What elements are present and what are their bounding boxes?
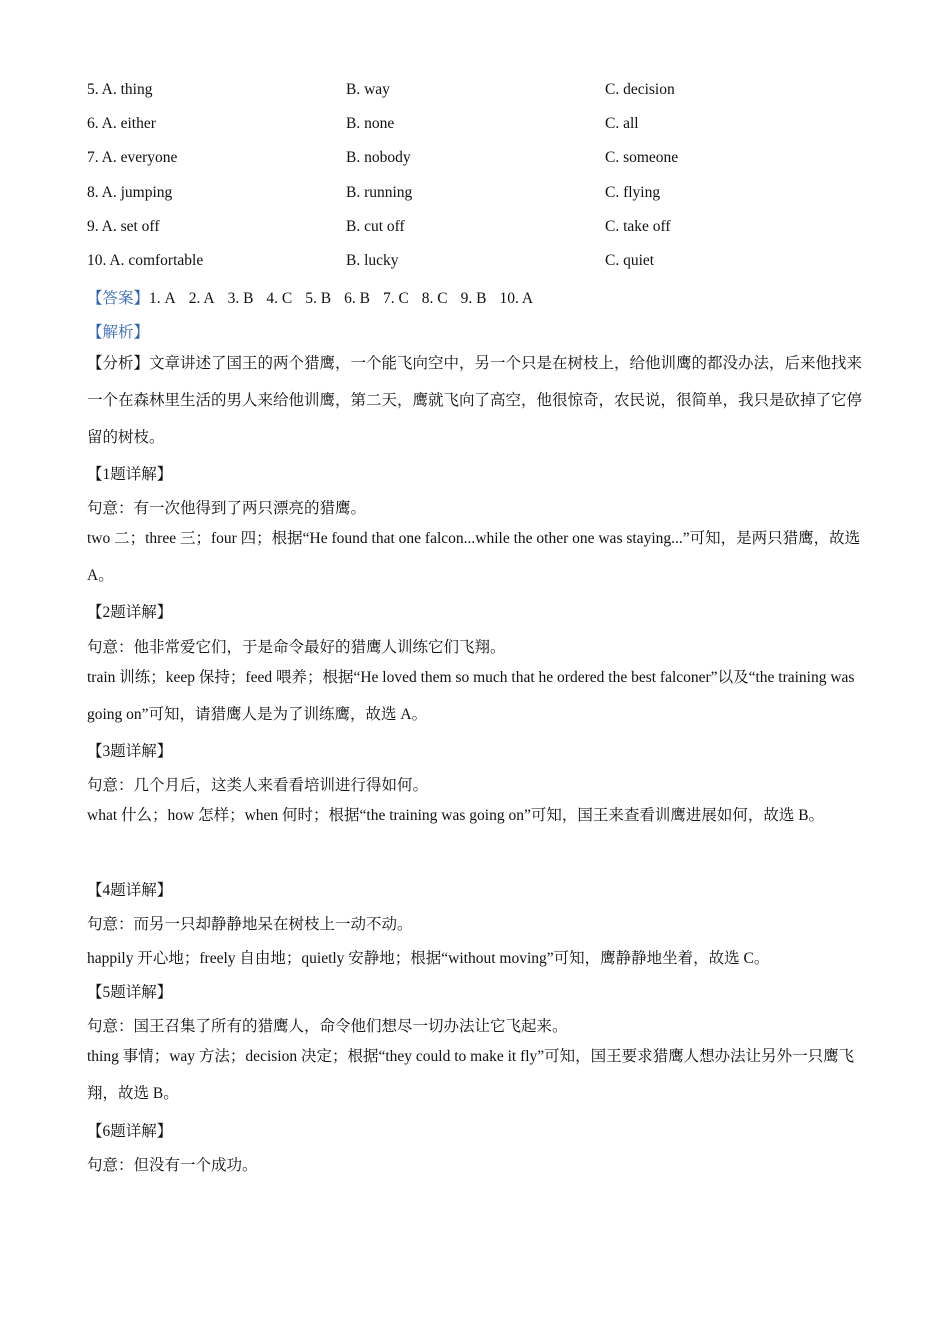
detail-meaning-2: 句意：他非常爱它们，于是命令最好的猎鹰人训练它们飞翔。 [87,639,506,656]
option-b: B. nobody [346,149,411,166]
option-a: 7. A. everyone [87,149,178,166]
detail-explain-2: train 训练；keep 保持；feed 喂养；根据“He loved them so much that he ordered the best falconer”以及“the training was going on”可知，请猎鹰人是为了训练鹰，故选 A。 [87,669,855,723]
option-c: C. take off [605,218,671,235]
detail-explain-1: two 二；three 三；four 四；根据“He found that one falcon...while the other one was staying...”可知，是两只猎鹰，故选 A。 [87,530,861,584]
option-b: B. running [346,184,413,201]
analysis-summary: 【分析】文章讲述了国王的两个猎鹰，一个能飞向空中，另一个只是在树枝上，给他训鹰的都没办法，后来他找来一个在森林里生活的男人来给他训鹰，第二天，鹰就飞向了高空，他很惊奇，农民说，很简单，我只是砍掉了它停留的树枝。 [87,355,863,446]
detail-title-2: 【2题详解】 [87,604,173,621]
answer-item: 4. C [266,290,293,307]
option-row-5 [87,81,887,103]
answer-item: 6. B [344,290,370,307]
option-a: 9. A. set off [87,218,160,235]
analysis-label: 【解析】 [87,324,150,341]
option-row-9 [87,218,887,240]
option-row-10 [87,252,887,274]
answer-item: 1. A [149,290,176,307]
answer-item: 5. B [305,290,332,307]
option-b: B. lucky [346,252,399,269]
detail-explain-4: happily 开心地；freely 自由地；quietly 安静地；根据“without moving”可知，鹰静静地坐着，故选 C。 [87,950,770,967]
detail-title-4: 【4题详解】 [87,882,173,899]
detail-meaning-4: 句意：而另一只却静静地呆在树枝上一动不动。 [87,916,413,933]
option-a: 5. A. thing [87,81,153,98]
option-c: C. someone [605,149,679,166]
detail-meaning-5: 句意：国王召集了所有的猎鹰人，命令他们想尽一切办法让它飞起来。 [87,1018,568,1035]
detail-explain-3: what 什么；how 怎样；when 何时；根据“the training was going on”可知，国王来查看训鹰进展如何，故选 B。 [87,807,825,824]
answer-item: 9. B [460,290,487,307]
answer-item: 8. C [421,290,448,307]
option-a: 6. A. either [87,115,156,132]
option-c: C. flying [605,184,661,201]
option-a: 8. A. jumping [87,184,173,201]
detail-meaning-3: 句意：几个月后，这类人来看看培训进行得如何。 [87,777,429,794]
answer-item: 10. A [499,290,534,307]
detail-meaning-6: 句意：但没有一个成功。 [87,1157,258,1174]
option-c: C. all [605,115,639,132]
option-row-6 [87,115,887,137]
answer-label: 【答案】 [87,290,150,307]
detail-meaning-1: 句意：有一次他得到了两只漂亮的猎鹰。 [87,500,367,517]
option-row-8 [87,184,887,206]
answer-item: 7. C [382,290,409,307]
option-a: 10. A. comfortable [87,252,204,269]
option-b: B. cut off [346,218,405,235]
answer-item: 2. A [188,290,215,307]
detail-title-5: 【5题详解】 [87,984,173,1001]
answer-item: 3. B [227,290,254,307]
detail-explain-5: thing 事情；way 方法；decision 决定；根据“they could to make it fly”可知，国王要求猎鹰人想办法让另外一只鹰飞翔，故选 B。 [87,1048,855,1102]
option-c: C. quiet [605,252,655,269]
detail-title-1: 【1题详解】 [87,466,173,483]
option-row-7 [87,149,887,171]
detail-title-3: 【3题详解】 [87,743,173,760]
option-c: C. decision [605,81,675,98]
option-b: B. way [346,81,390,98]
option-b: B. none [346,115,395,132]
detail-title-6: 【6题详解】 [87,1123,173,1140]
answer-key [87,286,867,308]
